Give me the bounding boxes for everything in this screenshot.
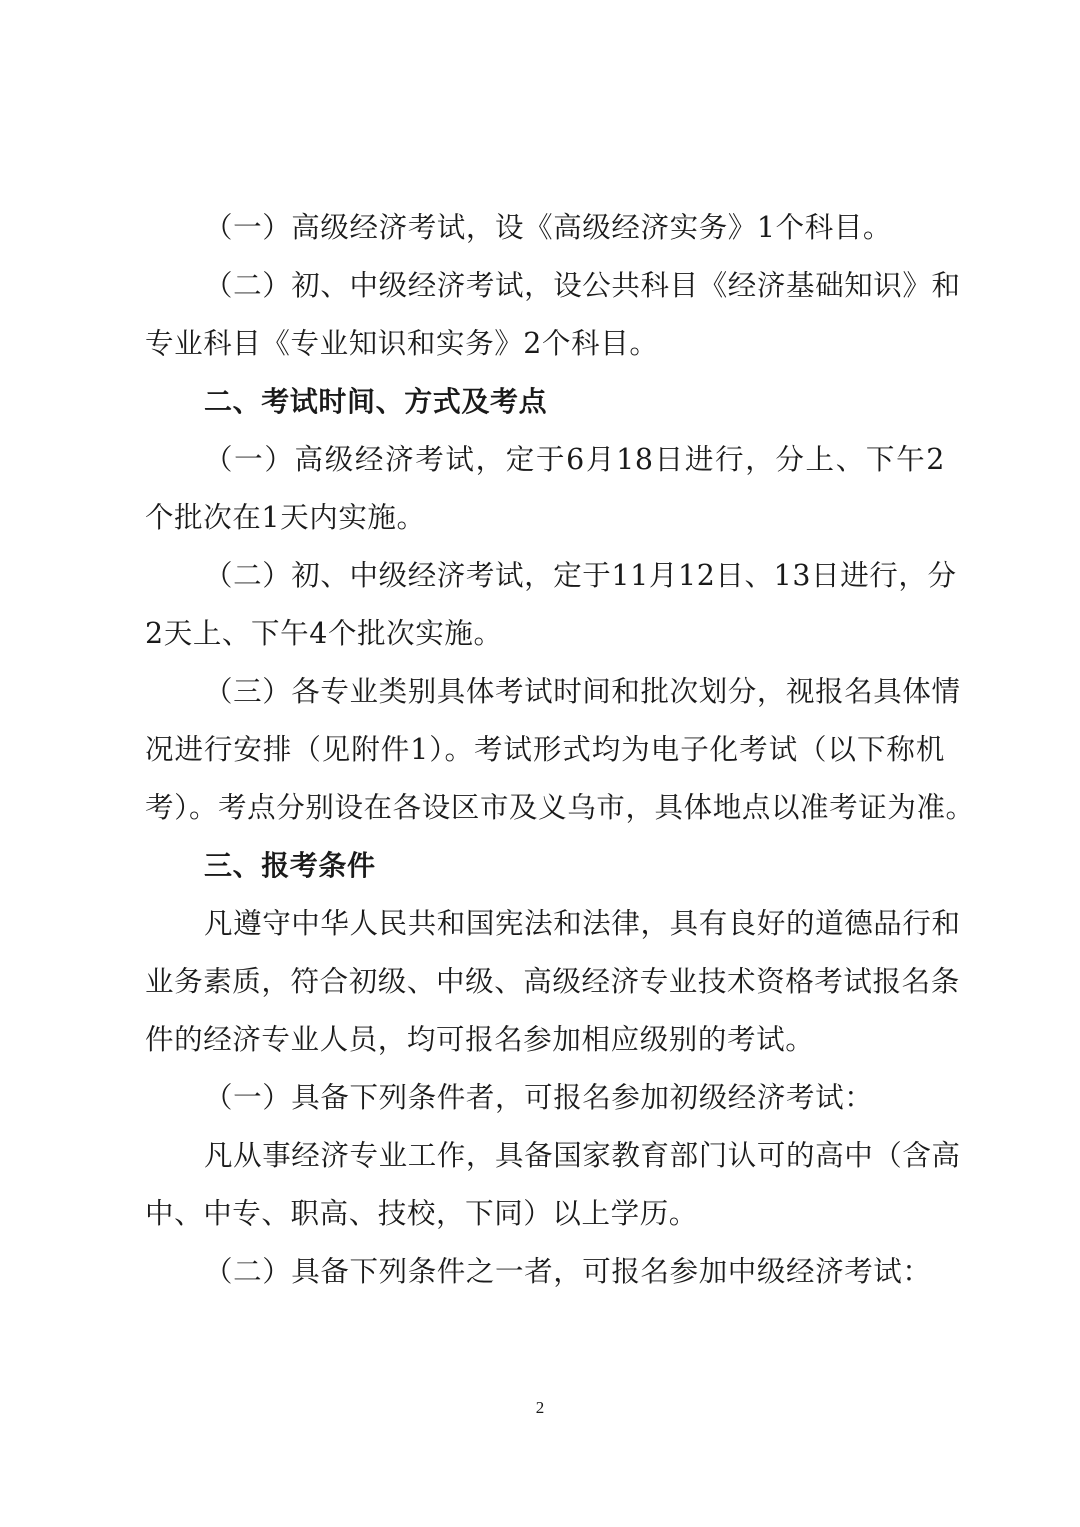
section-heading: 二、考试时间、方式及考点 [204, 385, 548, 418]
paragraph-line: （一）高级经济考试，设《高级经济实务》1个科目。 [204, 211, 893, 244]
section-heading: 三、报考条件 [204, 849, 376, 882]
paragraph-line: （二）具备下列条件之一者，可报名参加中级经济考试： [204, 1255, 932, 1288]
paragraph-line: 考）。考点分别设在各设区市及义乌市，具体地点以准考证为准。 [145, 791, 975, 824]
paragraph-line: 个批次在1天内实施。 [145, 501, 426, 534]
paragraph-line: 况进行安排（见附件1）。考试形式均为电子化考试（以下称机 [145, 733, 945, 766]
paragraph-line: （三）各专业类别具体考试时间和批次划分，视报名具体情 [204, 675, 961, 708]
paragraph-line: 件的经济专业人员，均可报名参加相应级别的考试。 [145, 1023, 815, 1056]
paragraph-line: 中、中专、职高、技校，下同）以上学历。 [145, 1197, 698, 1230]
paragraph-line: 凡从事经济专业工作，具备国家教育部门认可的高中（含高 [204, 1139, 961, 1172]
paragraph-line: 业务素质，符合初级、中级、高级经济专业技术资格考试报名条 [145, 965, 960, 998]
paragraph-line: 凡遵守中华人民共和国宪法和法律，具有良好的道德品行和 [204, 907, 961, 940]
paragraph-line: （二）初、中级经济考试，设公共科目《经济基础知识》和 [204, 269, 961, 302]
paragraph-line: （二）初、中级经济考试，定于11月12日、13日进行，分 [204, 559, 957, 592]
paragraph-line: 2天上、下午4个批次实施。 [145, 617, 503, 650]
paragraph-line: （一）高级经济考试，定于6月18日进行，分上、下午2 [204, 443, 945, 476]
page-number: 2 [535, 1398, 545, 1417]
paragraph-line: （一）具备下列条件者，可报名参加初级经济考试： [204, 1081, 874, 1114]
paragraph-line: 专业科目《专业知识和实务》2个科目。 [145, 327, 659, 360]
